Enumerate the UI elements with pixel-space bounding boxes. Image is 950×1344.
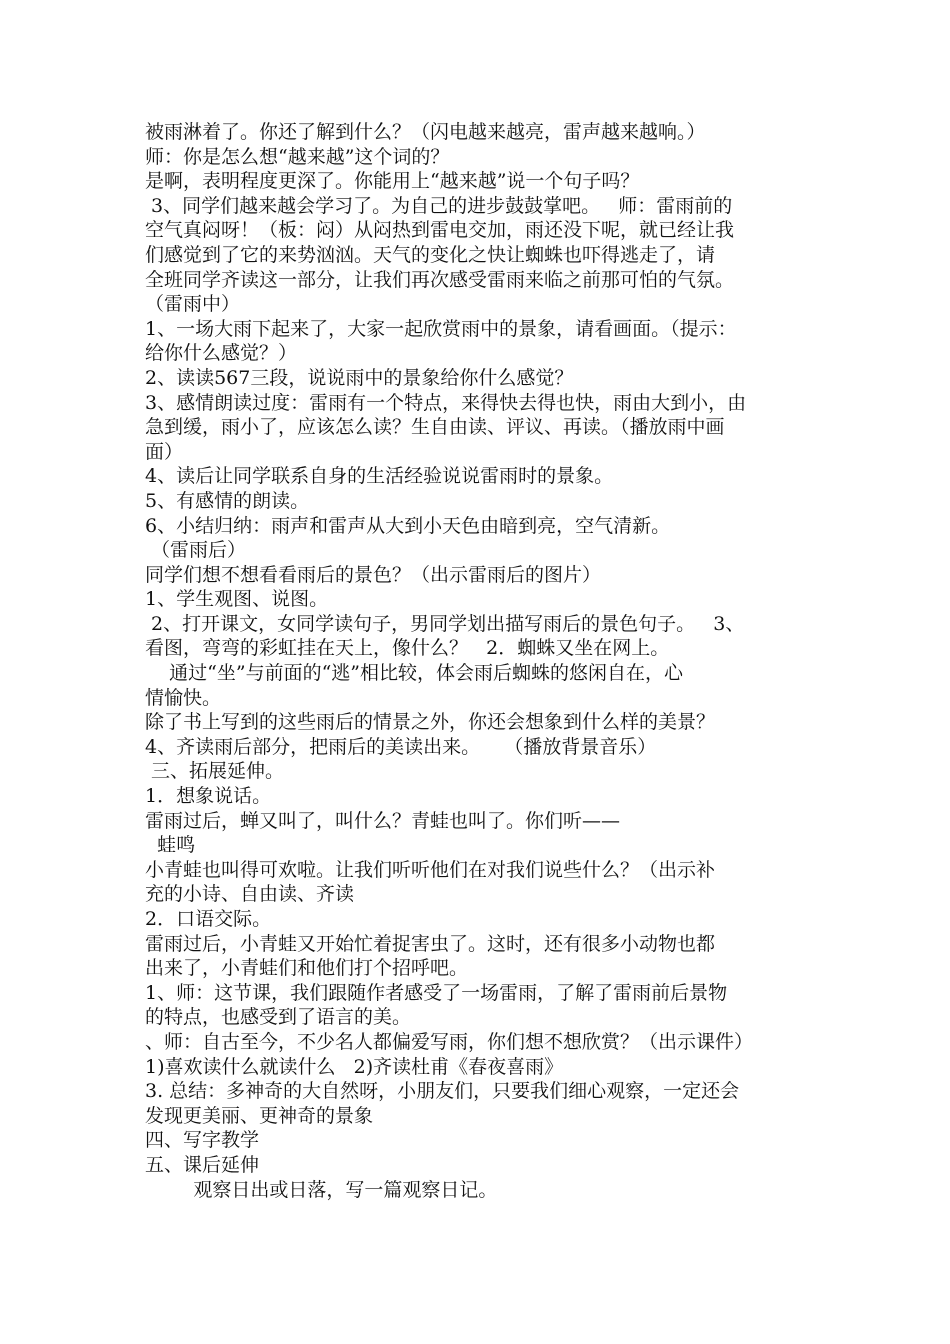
text-line: 1、一场大雨下起来了，大家一起欣赏雨中的景象，请看画面。（提示： [145, 317, 737, 340]
text-line: 5、有感情的朗读。 [145, 489, 310, 512]
text-line: 雷雨过后，蝉又叫了，叫什么？青蛙也叫了。你们听—— [145, 809, 621, 832]
text-line: 2、读读567三段，说说雨中的景象给你什么感觉？ [145, 366, 574, 389]
text-line: 4、读后让同学联系自身的生活经验说说雷雨时的景象。 [145, 465, 614, 488]
text-line: 给你什么感觉？） [145, 342, 298, 365]
text-line: 雷雨过后，小青蛙又开始忙着捉害虫了。这时，还有很多小动物也都 [145, 932, 716, 955]
text-line: 同学们想不想看看雨后的景色？（出示雷雨后的图片） [145, 563, 602, 586]
text-line: 三、拓展延伸。 [145, 760, 285, 783]
text-line: 通过“坐”与前面的“逃”相比较，体会雨后蜘蛛的悠闲自在，心 [145, 662, 684, 685]
text-line: 看图，弯弯的彩虹挂在天上，像什么？ 2．蜘蛛又坐在网上。 [145, 637, 670, 660]
text-line: 3. 总结：多神奇的大自然呀，小朋友们，只要我们细心观察，一定还会 [145, 1080, 740, 1103]
text-line: 是啊，表明程度更深了。你能用上“越来越”说一个句子吗？ [145, 170, 640, 193]
text-line: 3、感情朗读过度：雷雨有一个特点，来得快去得也快，雨由大到小，由 [145, 391, 747, 414]
text-line: 被雨淋着了。你还了解到什么？（闪电越来越亮，雷声越来越响。） [145, 121, 706, 143]
text-line: 小青蛙也叫得可欢啦。让我们听听他们在对我们说些什么？（出示补 [145, 858, 716, 881]
document-body [145, 120, 810, 1202]
text-line: 四、写字教学 [145, 1129, 260, 1152]
text-line: 蛙鸣 [145, 834, 196, 857]
text-line: 1、学生观图、说图。 [145, 588, 329, 611]
text-line: 情愉快。 [145, 686, 222, 709]
text-line: 6、小结归纳：雨声和雷声从大到小天色由暗到亮，空气清新。 [145, 514, 671, 537]
text-line: 充的小诗、自由读、齐读 [145, 883, 355, 906]
text-line: 们感觉到了它的来势汹汹。天气的变化之快让蜘蛛也吓得逃走了，请 [145, 243, 716, 266]
text-line: 4、齐读雨后部分，把雨后的美读出来。 （播放背景音乐） [145, 735, 657, 758]
text-line: 2、打开课文，女同学读句子，男同学划出描写雨后的景色句子。 3、 [145, 612, 745, 635]
text-line: 、师：自古至今，不少名人都偏爱写雨，你们想不想欣赏？（出示课件） [145, 1030, 754, 1053]
text-line: 除了书上写到的这些雨后的情景之外，你还会想象到什么样的美景？ [145, 711, 716, 734]
text-line: 3、同学们越来越会学习了。为自己的进步鼓鼓掌吧。 师：雷雨前的 [145, 194, 733, 217]
text-line: 出来了，小青蛙们和他们打个招呼吧。 [145, 957, 469, 980]
text-line: 师：你是怎么想“越来越”这个词的？ [145, 145, 450, 168]
text-line: 急到缓，雨小了，应该怎么读？生自由读、评议、再读。（播放雨中画 [145, 416, 725, 439]
text-line: 2．口语交际。 [145, 908, 272, 930]
text-line: 发现更美丽、更神奇的景象 [145, 1104, 374, 1127]
text-line: 1．想象说话。 [145, 785, 272, 808]
text-line: 面） [145, 440, 184, 463]
text-line: 空气真闷呀！（板：闷）从闷热到雷电交加，雨还没下呢，就已经让我 [145, 219, 735, 242]
text-line: 1)喜欢读什么就读什么 2)齐读杜甫《春夜喜雨》 [145, 1055, 564, 1078]
text-line: 的特点，也感受到了语言的美。 [145, 1006, 412, 1029]
text-line: （雷雨中） [145, 293, 241, 316]
text-line: 1、师：这节课，我们跟随作者感受了一场雷雨，了解了雷雨前后景物 [145, 981, 728, 1004]
text-line: 全班同学齐读这一部分，让我们再次感受雷雨来临之前那可怕的气氛。 [145, 268, 735, 291]
text-line: 观察日出或日落，写一篇观察日记。 [145, 1178, 498, 1201]
text-line: （雷雨后） [145, 539, 247, 562]
text-line: 五、课后延伸 [145, 1153, 260, 1176]
